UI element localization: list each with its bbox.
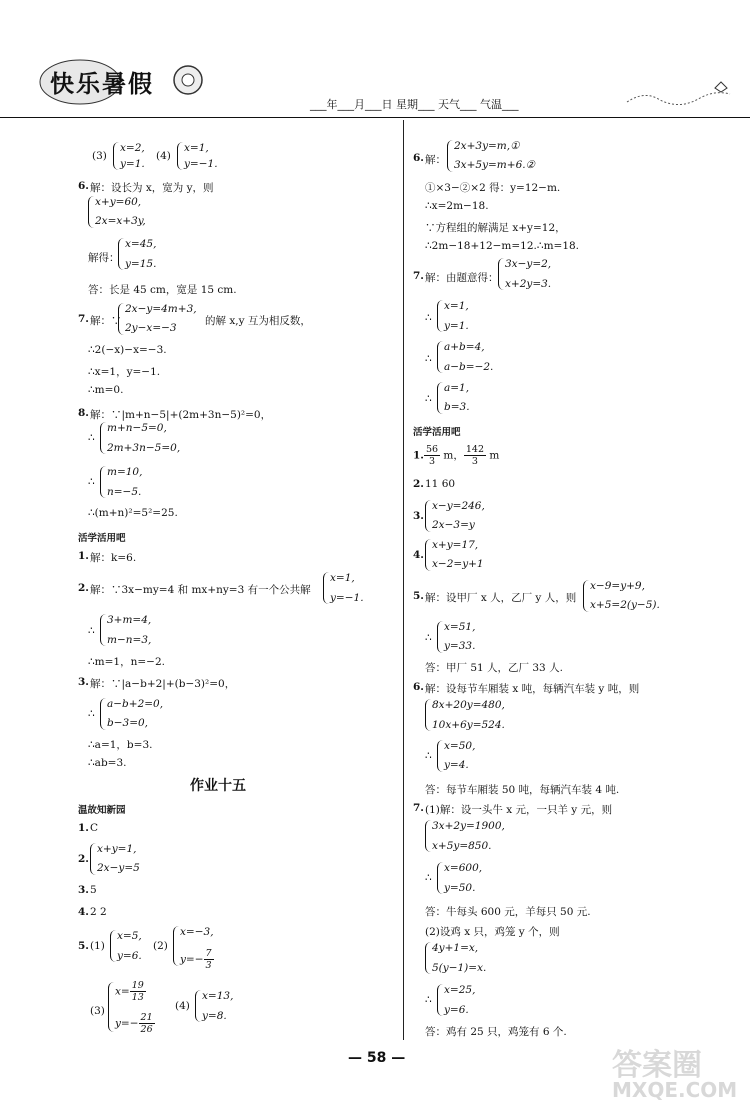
- brace: [498, 258, 504, 290]
- eq: y=15.: [125, 258, 157, 270]
- eq: 2x−y=5: [97, 862, 140, 874]
- q-text: C: [90, 822, 99, 834]
- brace: [437, 740, 443, 772]
- brace: [425, 699, 431, 731]
- line: ∴2(−x)−x=−3.: [88, 344, 167, 356]
- eq: b−3=0,: [107, 717, 149, 729]
- eq: x=5,: [117, 930, 142, 942]
- q-text: 解：设每节车厢装 x 吨，每辆汽车装 y 吨，则: [425, 683, 640, 695]
- brace: [425, 539, 431, 571]
- q-number: 8.: [78, 407, 89, 419]
- brace: [437, 984, 443, 1016]
- eq: y=−1.: [184, 158, 218, 170]
- eq: y=33.: [444, 640, 476, 652]
- eq: b=3.: [444, 401, 470, 413]
- eq: 2x+3y=m,①: [454, 140, 520, 152]
- q-label: (3): [90, 1005, 105, 1017]
- line: ∴a=1，b=3.: [88, 739, 153, 751]
- brace: [437, 862, 443, 894]
- q-number: 1.: [78, 550, 89, 562]
- q-number: 5.: [413, 590, 424, 602]
- eq: y=−1.: [330, 592, 364, 604]
- brace: [425, 820, 431, 852]
- q-label: (2): [153, 940, 168, 952]
- eq: x=25,: [444, 984, 476, 996]
- q-number: 6.: [413, 681, 424, 693]
- brace: [177, 142, 183, 170]
- eq: x+y=17,: [432, 539, 479, 551]
- brace: [108, 982, 114, 1032]
- q-text: 解：: [425, 154, 446, 166]
- q-text: 的解 x,y 互为相反数，: [205, 315, 311, 327]
- brace: [437, 341, 443, 373]
- q-text: 解：∵|m+n−5|+(2m+3n−5)²=0，: [90, 409, 272, 421]
- answer: 答：牛每头 600 元，羊每只 50 元.: [425, 906, 591, 918]
- column-divider: [403, 120, 404, 1040]
- q-text: 解：设长为 x，宽为 y，则: [90, 182, 214, 194]
- brace: [100, 422, 106, 454]
- q-number: 5.: [78, 940, 89, 952]
- brace: [583, 580, 589, 612]
- eq: m+n−5=0,: [107, 422, 167, 434]
- eq: a=1,: [444, 382, 470, 394]
- header-logo: [38, 56, 208, 106]
- q-number: 2.: [78, 582, 89, 594]
- eq: y=6.: [444, 1004, 469, 1016]
- q-number: 6.: [413, 152, 424, 164]
- eq: y=4.: [444, 759, 469, 771]
- answer: 答：甲厂 51 人，乙厂 33 人.: [425, 662, 563, 674]
- eq: y=− $\frac{7}{3}$: [180, 948, 212, 971]
- eq: x+2y=3.: [505, 278, 552, 290]
- eq: x=1,: [184, 142, 209, 154]
- q-number: 2.: [78, 853, 89, 865]
- line: ∴(m+n)²=5²=25.: [88, 507, 178, 519]
- eq: x+5=2(y−5).: [590, 599, 660, 611]
- eq: a−b=−2.: [444, 361, 494, 373]
- therefore: ∴: [425, 393, 432, 405]
- eq: 3x+5y=m+6.②: [454, 159, 535, 171]
- eq: n=−5.: [107, 486, 142, 498]
- eq: x=2,: [120, 142, 145, 154]
- eq: 2x−3=y: [432, 519, 475, 531]
- q-text: 解：∵: [90, 315, 122, 327]
- q-number: 1.: [78, 822, 89, 834]
- q-number: 7.: [413, 802, 424, 814]
- brace: [195, 990, 201, 1022]
- q-text: 解：k=6.: [90, 552, 137, 564]
- q-text: (1)解：设一头牛 x 元，一只羊 y 元，则: [425, 804, 613, 816]
- therefore: ∴: [425, 750, 432, 762]
- line: ∴2m−18+12−m=12.∴m=18.: [425, 240, 580, 252]
- eq: x=1,: [444, 300, 469, 312]
- section-subtitle: 活学活用吧: [78, 533, 126, 544]
- therefore: ∴: [88, 476, 95, 488]
- eq: m−n=3,: [107, 634, 152, 646]
- l1-label-4: (4): [156, 150, 171, 162]
- date-fields: ___年___月___日 星期___ 天气___ 气温___: [310, 98, 519, 111]
- q-number: 4.: [78, 906, 89, 918]
- brace: [113, 142, 119, 170]
- eq: x+y=60,: [95, 196, 142, 208]
- brace: [437, 300, 443, 332]
- eq: x−y=246,: [432, 500, 485, 512]
- eq: y=6.: [117, 950, 142, 962]
- brace: [437, 621, 443, 653]
- eq: 4y+1=x,: [432, 942, 479, 954]
- q-text: 解：由题意得：: [425, 272, 499, 284]
- eq: 2x=x+3y,: [95, 215, 146, 227]
- therefore: ∴: [425, 994, 432, 1006]
- eq: y=1.: [120, 158, 145, 170]
- line: ∴x=1，y=−1.: [88, 366, 161, 378]
- q-text: (2)设鸡 x 只，鸡笼 y 个，则: [425, 926, 560, 938]
- logo-text: 快乐暑假: [50, 70, 154, 98]
- therefore: ∴: [425, 312, 432, 324]
- brace: [173, 926, 179, 966]
- eq: x=13,: [202, 990, 234, 1002]
- brace: [110, 930, 116, 962]
- answer: 答：长是 45 cm，宽是 15 cm.: [88, 284, 237, 296]
- q-text: 5: [90, 884, 97, 896]
- brace: [425, 500, 431, 532]
- answer: 答：鸡有 25 只，鸡笼有 6 个.: [425, 1026, 567, 1038]
- brace: [118, 303, 124, 335]
- eq: x=50,: [444, 740, 476, 752]
- eq: 2x−y=4m+3,: [125, 303, 197, 315]
- q-number: 7.: [413, 270, 424, 282]
- q-number: 3.: [78, 676, 89, 688]
- answer: 答：每节车厢装 50 吨，每辆汽车装 4 吨.: [425, 784, 620, 796]
- brace: [100, 614, 106, 646]
- brace: [100, 466, 106, 498]
- brace: [88, 196, 94, 228]
- line: ①×3−②×2 得：y=12−m.: [425, 182, 561, 194]
- q-number: 7.: [78, 313, 89, 325]
- eq: 2m+3n−5=0,: [107, 442, 181, 454]
- q-number: 3.: [413, 510, 424, 522]
- eq: x−2=y+1: [432, 558, 484, 570]
- eq: a−b+2=0,: [107, 698, 164, 710]
- eq: 8x+20y=480,: [432, 699, 505, 711]
- q-number: 6.: [78, 180, 89, 192]
- eq: x+y=1,: [97, 843, 137, 855]
- q-label: (4): [175, 1000, 190, 1012]
- q-number: 3.: [78, 884, 89, 896]
- therefore: ∴: [425, 632, 432, 644]
- line: ∴m=0.: [88, 384, 124, 396]
- line: ∴ab=3.: [88, 757, 127, 769]
- eq: y=1.: [444, 320, 469, 332]
- eq: a+b=4,: [444, 341, 485, 353]
- line: ∵方程组的解满足 x+y=12，: [425, 222, 566, 234]
- therefore: ∴: [425, 872, 432, 884]
- therefore: ∴: [88, 708, 95, 720]
- brace: [425, 942, 431, 974]
- l1-label-3: (3): [92, 150, 107, 162]
- homework-title: 作业十五: [190, 778, 246, 794]
- section-subtitle: 活学活用吧: [413, 427, 461, 438]
- brace: [100, 698, 106, 730]
- line: ∴m=1，n=−2.: [88, 656, 165, 668]
- eq: x=−3,: [180, 926, 214, 938]
- q-label: (1): [90, 940, 105, 952]
- q-text: 解：∵3x−my=4 和 mx+ny=3 有一个公共解: [90, 584, 311, 596]
- eq: x=51,: [444, 621, 476, 633]
- q-number: 4.: [413, 549, 424, 561]
- answer-1: 1. $\frac{56}{3}$ m， $\frac{142}{3}$ m: [413, 444, 500, 467]
- eq: 2y−x=−3: [125, 322, 177, 334]
- brace: [323, 572, 329, 604]
- eq: x=1,: [330, 572, 355, 584]
- decoration-doodle: [625, 80, 735, 110]
- q-text: 11 60: [425, 478, 456, 490]
- brace: [437, 382, 443, 414]
- eq: 3x−y=2,: [505, 258, 552, 270]
- eq: x=45,: [125, 238, 157, 250]
- eq: 3+m=4,: [107, 614, 152, 626]
- eq: y=− $\frac{21}{26}$: [115, 1012, 153, 1035]
- q-text: 解：设甲厂 x 人，乙厂 y 人，则: [425, 592, 577, 604]
- q-number: 2.: [413, 478, 424, 490]
- brace: [118, 238, 124, 270]
- therefore: ∴: [88, 432, 95, 444]
- q-text: 2 2: [90, 906, 107, 918]
- eq: 10x+6y=524.: [432, 719, 505, 731]
- brace: [447, 140, 453, 172]
- brace: [90, 843, 96, 875]
- section-subtitle: 温故知新园: [78, 805, 126, 816]
- therefore: ∴: [425, 353, 432, 365]
- watermark-url: MXQE.COM: [612, 1078, 738, 1102]
- eq: 5(y−1)=x.: [432, 962, 487, 974]
- eq: y=50.: [444, 882, 476, 894]
- eq: x+5y=850.: [432, 840, 492, 852]
- eq: x= $\frac{19}{13}$: [115, 980, 144, 1003]
- q-text: 解得：: [88, 252, 120, 264]
- line: ∴x=2m−18.: [425, 200, 489, 212]
- q-text: 解：∵|a−b+2|+(b−3)²=0，: [90, 678, 236, 690]
- eq: x−9=y+9,: [590, 580, 645, 592]
- page-number: — 58 —: [348, 1050, 406, 1066]
- watermark-logo: 答案圈: [612, 1048, 702, 1083]
- eq: m=10,: [107, 466, 143, 478]
- therefore: ∴: [88, 625, 95, 637]
- eq: x=600,: [444, 862, 483, 874]
- eq: y=8.: [202, 1010, 227, 1022]
- header-rule: [0, 117, 750, 118]
- eq: 3x+2y=1900,: [432, 820, 505, 832]
